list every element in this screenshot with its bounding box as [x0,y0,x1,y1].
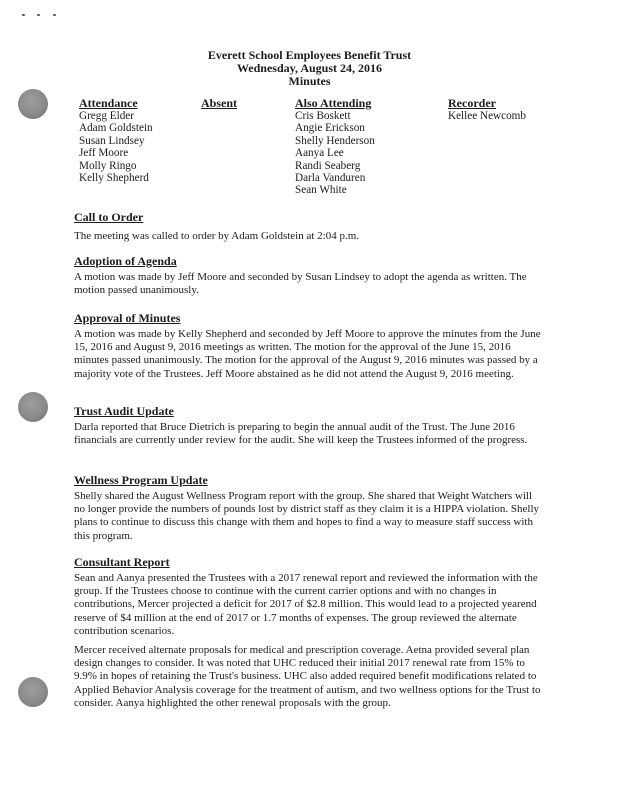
section-heading: Approval of Minutes [74,311,181,325]
attendee-name: Kelly Shepherd [79,172,149,185]
guest-name: Cris Boskett [295,110,351,122]
section-adoption-of-agenda [74,254,544,297]
section-heading: Adoption of Agenda [74,254,177,268]
attendee-name: Molly Ringo [79,159,137,172]
also-attending-column [295,97,375,197]
attendance-heading: Attendance [79,96,138,110]
section-approval-of-minutes [74,311,544,381]
section-paragraph: The meeting was called to order by Adam Goldstein at 2:04 p.m. [74,230,360,242]
attendee-name: Jeff Moore [79,147,129,160]
section-call-to-order [74,210,544,243]
guest-name: Shelly Henderson [295,134,375,147]
recorder-name: Kellee Newcomb [448,110,526,122]
document-title [0,49,619,88]
section-paragraph: Shelly shared the August Wellness Program report with the group. She shared that Weight Watchers will no longer provide the numbers of pounds lost by district staff as they claim it is a HIPPA violation. Shelly plans to continue to discuss this change with them and hopes to find a way to measure staff success with this program. [74,490,540,542]
guest-name: Sean White [295,184,347,197]
also-attending-heading: Also Attending [295,96,372,110]
attendee-name: Gregg Elder [79,110,134,122]
attendee-name: Adam Goldstein [79,122,153,135]
guest-name: Darla Vanduren [295,172,366,185]
absent-heading: Absent [201,96,238,110]
punch-hole-top [18,89,48,119]
section-heading: Consultant Report [74,555,170,569]
guest-name: Aanya Lee [295,147,344,160]
date-line: Wednesday, August 24, 2016 [236,61,383,75]
attendance-column [79,97,153,184]
attendee-name: Susan Lindsey [79,134,145,147]
section-paragraph: Sean and Aanya presented the Trustees with a 2017 renewal report and reviewed the information with the group. If the Trustees choose to continue with the current carrier options and with no changes in contributions, Mercer projected a deficit for 2017 of $2.8 million. This would lead to a projected yearend reserve of $4 million at the end of 2017 or 1.7 months of expenses. The group reviewed the alternate contribution scenarios. [74,572,538,637]
recorder-heading: Recorder [448,96,496,110]
section-paragraph: A motion was made by Jeff Moore and seconded by Susan Lindsey to adopt the agenda as written. The motion passed unanimously. [74,271,527,297]
section-heading: Wellness Program Update [74,473,208,487]
guest-name: Randi Seaberg [295,159,361,172]
section-heading: Trust Audit Update [74,404,174,418]
title-line: Everett School Employees Benefit Trust [207,48,412,62]
section-wellness-program-update [74,473,544,543]
punch-hole-bottom [18,677,48,707]
guest-name: Angie Erickson [295,122,365,135]
section-consultant-report [74,555,544,710]
section-paragraph: A motion was made by Kelly Shepherd and seconded by Jeff Moore to approve the minutes from the June 15, 2016 and August 9, 2016 meetings as written. The motion for the approval of the June 15, 2016 minutes passed unanimously. The motion for the approval of the August 9, 2016 minutes was passed by a majority vote of the Trustees. Jeff Moore abstained as he did not attend the August 9, 2016 meeting. [74,328,541,380]
recorder-column [448,97,526,122]
punch-hole-middle [18,392,48,422]
section-paragraph: Mercer received alternate proposals for medical and prescription coverage. Aetna provided several plan design changes to consider. It was noted that UHC reduced their initial 2017 renewal rate from 15% to 9.9% in hopes of retaining the Trust's business. UHC also added required benefit modifications related to Applied Behavior Analysis coverage for the treatment of autism, and two wellness options for the Trust to consider. Aanya highlighted the other renewal proposals with the group. [74,644,541,709]
section-heading: Call to Order [74,210,144,224]
absent-column [201,97,237,110]
section-paragraph: Darla reported that Bruce Dietrich is preparing to begin the annual audit of the Trust. The June 2016 financials are currently under review for the audit. She will keep the Trustees informed of the progress. [74,421,528,447]
scan-speck [22,14,58,18]
section-trust-audit-update [74,404,544,447]
minutes-line: Minutes [288,74,331,88]
